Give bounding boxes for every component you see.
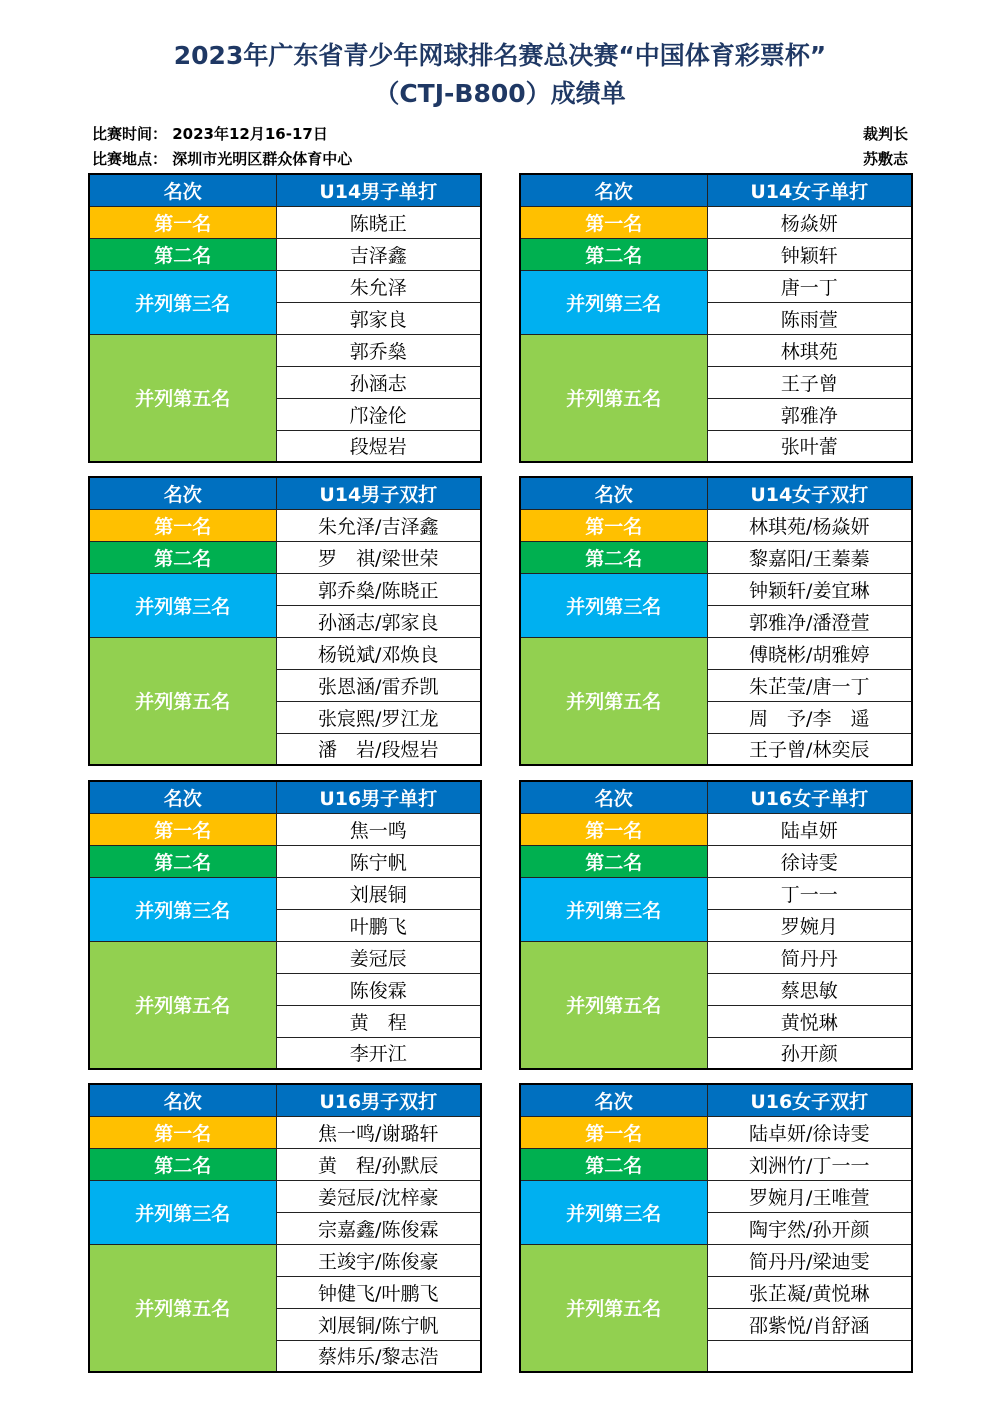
- player-name: 张恩涵/雷乔凯: [276, 669, 481, 701]
- table-row: [520, 845, 912, 877]
- table-header-row: [520, 477, 912, 509]
- player-name: 孙涵志/郭家良: [276, 605, 481, 637]
- rank-third-label: 并列第三名: [89, 1180, 276, 1244]
- table-row: [520, 334, 912, 366]
- rank-fifth-label: 并列第五名: [89, 334, 276, 462]
- rank-header: 名次: [89, 174, 276, 206]
- table-row: [520, 877, 912, 909]
- rank-fifth-label: 并列第五名: [89, 1244, 276, 1372]
- rank-third-label: 并列第三名: [520, 1180, 707, 1244]
- table-header-row: [520, 1084, 912, 1116]
- table-row: [520, 1116, 912, 1148]
- referee-title: 裁判长: [862, 125, 908, 143]
- table-row: [520, 541, 912, 573]
- table-row: [89, 877, 481, 909]
- rank-header: 名次: [520, 174, 707, 206]
- player-name: 刘洲竹/丁一一: [707, 1148, 912, 1180]
- table-row: [89, 509, 481, 541]
- rank-second-label: 第二名: [520, 1148, 707, 1180]
- player-name: 黄 程: [276, 1005, 481, 1037]
- player-name: 李开江: [276, 1037, 481, 1069]
- rank-fifth-label: 并列第五名: [89, 637, 276, 765]
- player-name: 朱芷莹/唐一丁: [707, 669, 912, 701]
- table-row: [520, 1244, 912, 1276]
- table-row: [89, 270, 481, 302]
- player-name: 郭雅净: [707, 398, 912, 430]
- table-header-row: [89, 477, 481, 509]
- rank-third-label: 并列第三名: [89, 877, 276, 941]
- rank-third-label: 并列第三名: [89, 270, 276, 334]
- event-header: U14男子双打: [276, 477, 481, 509]
- rank-third-label: 并列第三名: [89, 573, 276, 637]
- rank-header: 名次: [520, 1084, 707, 1116]
- player-name: 陶宇然/孙开颜: [707, 1212, 912, 1244]
- player-name: 焦一鸣/谢璐轩: [276, 1116, 481, 1148]
- player-name: 徐诗雯: [707, 845, 912, 877]
- rank-header: 名次: [89, 781, 276, 813]
- player-name: 杨焱妍: [707, 206, 912, 238]
- player-name: 简丹丹/梁迪雯: [707, 1244, 912, 1276]
- table-row: [520, 206, 912, 238]
- rank-second-label: 第二名: [89, 1148, 276, 1180]
- table-row: [89, 1180, 481, 1212]
- player-name: 朱允泽/吉泽鑫: [276, 509, 481, 541]
- player-name: 焦一鸣: [276, 813, 481, 845]
- player-name: [707, 1340, 912, 1372]
- player-name: 郭家良: [276, 302, 481, 334]
- table-header-row: [520, 781, 912, 813]
- rank-second-label: 第二名: [89, 238, 276, 270]
- rank-third-label: 并列第三名: [520, 573, 707, 637]
- rank-second-label: 第二名: [520, 541, 707, 573]
- player-name: 王子曾/林奕辰: [707, 733, 912, 765]
- table-row: [89, 845, 481, 877]
- results-table: [519, 780, 913, 1070]
- player-name: 钟颖轩/姜宜琳: [707, 573, 912, 605]
- table-row: [520, 270, 912, 302]
- event-header: U16男子双打: [276, 1084, 481, 1116]
- player-name: 刘展铜/陈宁帆: [276, 1308, 481, 1340]
- player-name: 陈晓正: [276, 206, 481, 238]
- table-row: [520, 813, 912, 845]
- referee-name: 苏敷志: [862, 150, 908, 168]
- rank-header: 名次: [89, 477, 276, 509]
- player-name: 郭乔燊: [276, 334, 481, 366]
- rank-fifth-label: 并列第五名: [520, 334, 707, 462]
- match-time: 比赛时间： 2023年12月16-17日: [92, 125, 328, 143]
- player-name: 陈雨萱: [707, 302, 912, 334]
- table-row: [89, 334, 481, 366]
- rank-first-label: 第一名: [89, 509, 276, 541]
- player-name: 黄 程/孙默辰: [276, 1148, 481, 1180]
- player-name: 杨锐斌/邓焕良: [276, 637, 481, 669]
- player-name: 简丹丹: [707, 941, 912, 973]
- player-name: 陈宁帆: [276, 845, 481, 877]
- event-header: U16女子双打: [707, 1084, 912, 1116]
- player-name: 钟颖轩: [707, 238, 912, 270]
- rank-fifth-label: 并列第五名: [520, 1244, 707, 1372]
- rank-fifth-label: 并列第五名: [89, 941, 276, 1069]
- table-header-row: [520, 174, 912, 206]
- rank-first-label: 第一名: [520, 813, 707, 845]
- results-table: [519, 1083, 913, 1373]
- table-row: [520, 1180, 912, 1212]
- table-row: [89, 1244, 481, 1276]
- table-row: [520, 238, 912, 270]
- player-name: 陈俊霖: [276, 973, 481, 1005]
- title-line-2: （CTJ-B800）成绩单: [374, 79, 626, 108]
- player-name: 陆卓妍/徐诗雯: [707, 1116, 912, 1148]
- player-name: 林琪苑: [707, 334, 912, 366]
- player-name: 黄悦琳: [707, 1005, 912, 1037]
- table-row: [89, 1116, 481, 1148]
- player-name: 罗 祺/梁世荣: [276, 541, 481, 573]
- player-name: 姜冠辰: [276, 941, 481, 973]
- player-name: 王竣宇/陈俊豪: [276, 1244, 481, 1276]
- table-row: [89, 206, 481, 238]
- player-name: 林琪苑/杨焱妍: [707, 509, 912, 541]
- rank-first-label: 第一名: [89, 813, 276, 845]
- table-header-row: [89, 174, 481, 206]
- title-line-1: 2023年广东省青少年网球排名赛总决赛“中国体育彩票杯”: [173, 41, 827, 70]
- player-name: 罗婉月: [707, 909, 912, 941]
- player-name: 叶鹏飞: [276, 909, 481, 941]
- player-name: 刘展铜: [276, 877, 481, 909]
- player-name: 朱允泽: [276, 270, 481, 302]
- player-name: 郭雅净/潘澄萱: [707, 605, 912, 637]
- results-table: [88, 173, 482, 463]
- match-venue: 比赛地点： 深圳市光明区群众体育中心: [92, 150, 353, 168]
- player-name: 黎嘉阳/王蓁蓁: [707, 541, 912, 573]
- results-table: [88, 476, 482, 766]
- player-name: 周 予/李 遥: [707, 701, 912, 733]
- table-row: [89, 541, 481, 573]
- player-name: 蔡炜乐/黎志浩: [276, 1340, 481, 1372]
- rank-third-label: 并列第三名: [520, 877, 707, 941]
- rank-first-label: 第一名: [520, 206, 707, 238]
- event-header: U16女子单打: [707, 781, 912, 813]
- rank-first-label: 第一名: [520, 1116, 707, 1148]
- player-name: 傅晓彬/胡雅婷: [707, 637, 912, 669]
- table-header-row: [89, 781, 481, 813]
- player-name: 丁一一: [707, 877, 912, 909]
- player-name: 宗嘉鑫/陈俊霖: [276, 1212, 481, 1244]
- table-row: [520, 509, 912, 541]
- player-name: 陆卓妍: [707, 813, 912, 845]
- rank-header: 名次: [89, 1084, 276, 1116]
- event-header: U16男子单打: [276, 781, 481, 813]
- rank-second-label: 第二名: [89, 845, 276, 877]
- player-name: 张芷凝/黄悦琳: [707, 1276, 912, 1308]
- player-name: 邵紫悦/肖舒涵: [707, 1308, 912, 1340]
- table-row: [89, 637, 481, 669]
- player-name: 孙开颜: [707, 1037, 912, 1069]
- table-row: [520, 573, 912, 605]
- rank-header: 名次: [520, 781, 707, 813]
- rank-third-label: 并列第三名: [520, 270, 707, 334]
- rank-fifth-label: 并列第五名: [520, 941, 707, 1069]
- rank-first-label: 第一名: [89, 1116, 276, 1148]
- table-row: [89, 813, 481, 845]
- player-name: 王子曾: [707, 366, 912, 398]
- rank-first-label: 第一名: [520, 509, 707, 541]
- rank-second-label: 第二名: [520, 238, 707, 270]
- player-name: 罗婉月/王唯萱: [707, 1180, 912, 1212]
- table-row: [89, 941, 481, 973]
- rank-second-label: 第二名: [89, 541, 276, 573]
- event-header: U14女子单打: [707, 174, 912, 206]
- event-header: U14女子双打: [707, 477, 912, 509]
- table-row: [520, 941, 912, 973]
- player-name: 孙涵志: [276, 366, 481, 398]
- player-name: 吉泽鑫: [276, 238, 481, 270]
- results-table: [519, 173, 913, 463]
- player-name: 唐一丁: [707, 270, 912, 302]
- table-row: [520, 637, 912, 669]
- table-row: [89, 573, 481, 605]
- table-header-row: [89, 1084, 481, 1116]
- player-name: 张宸熙/罗江龙: [276, 701, 481, 733]
- table-row: [89, 1148, 481, 1180]
- player-name: 姜冠辰/沈梓豪: [276, 1180, 481, 1212]
- rank-first-label: 第一名: [89, 206, 276, 238]
- event-header: U14男子单打: [276, 174, 481, 206]
- player-name: 潘 岩/段煜岩: [276, 733, 481, 765]
- player-name: 段煜岩: [276, 430, 481, 462]
- results-table: [88, 1083, 482, 1373]
- player-name: 郭乔燊/陈晓正: [276, 573, 481, 605]
- rank-fifth-label: 并列第五名: [520, 637, 707, 765]
- player-name: 邝淦伦: [276, 398, 481, 430]
- table-row: [89, 238, 481, 270]
- results-table: [519, 476, 913, 766]
- table-row: [520, 1148, 912, 1180]
- player-name: 张叶蕾: [707, 430, 912, 462]
- player-name: 蔡思敏: [707, 973, 912, 1005]
- rank-second-label: 第二名: [520, 845, 707, 877]
- rank-header: 名次: [520, 477, 707, 509]
- player-name: 钟健飞/叶鹏飞: [276, 1276, 481, 1308]
- results-table: [88, 780, 482, 1070]
